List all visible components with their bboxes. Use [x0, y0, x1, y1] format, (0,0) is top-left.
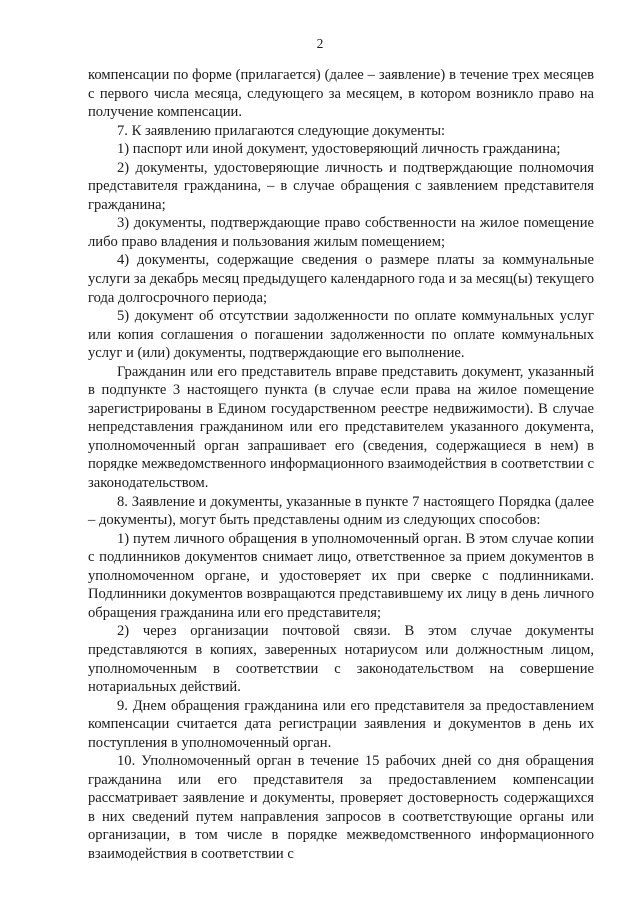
paragraph-citizen-right: Гражданин или его представитель вправе представить документ, указанный в подпункте 3 настоящего пункта (в случае если права на жилое помещение зарегистрированы в Едином государственном реестре недвижимости). В случае непредставления гражданином или его представителем указанного документа, уполномоченный орган запрашивает его (сведения, содержащиеся в нем) в порядке межведомственного информационного взаимодействия в соответствии с законодательством.	[88, 363, 594, 492]
paragraph-item-8-way-2: 2) через организации почтовой связи. В этом случае документы представляются в копиях, заверенных нотариусом или должностным лицом, уполномоченным в соответствии с законодательством на совершение нотариальных действий.	[88, 623, 594, 696]
paragraph-item-7: 7. К заявлению прилагаются следующие документы:	[117, 122, 446, 139]
paragraph-item-9: 9. Днем обращения гражданина или его представителя за предоставлением компенсации считается дата регистрации заявления и документов в день их поступления в уполномоченный орган.	[88, 697, 594, 751]
paragraph-item-8-way-1: 1) путем личного обращения в уполномоченный орган. В этом случае копии с подлинников документов снимает лицо, ответственное за прием документов в уполномоченном органе, и удостоверяет их при сверке с подлинниками. Подлинники документов возвращаются представившему их лицу в день личного обращения гражданина или его представителя;	[88, 530, 594, 621]
paragraph-subitem-4: 4) документы, содержащие сведения о размере платы за коммунальные услуги за декабрь месяц предыдущего календарного года и за месяц(ы) текущего года долгосрочного периода;	[88, 252, 594, 306]
document-body	[88, 66, 594, 864]
paragraph-subitem-2: 2) документы, удостоверяющие личность и подтверждающие полномочия представителя гражданина, – в случае обращения с заявлением представителя гражданина;	[88, 159, 594, 213]
paragraph-item-8: 8. Заявление и документы, указанные в пункте 7 настоящего Порядка (далее – документы), могут быть представлены одним из следующих способов:	[88, 493, 594, 529]
paragraph-continuation: компенсации по форме (прилагается) (далее – заявление) в течение трех месяцев с первого числа месяца, следующего за месяцем, в котором возникло право на получение компенсации.	[88, 67, 594, 121]
page-number: 2	[316, 36, 324, 51]
paragraph-subitem-3: 3) документы, подтверждающие право собственности на жилое помещение либо право владения и пользования жилым помещением;	[88, 215, 594, 250]
paragraph-subitem-5: 5) документ об отсутствии задолженности по оплате коммунальных услуг или копия соглашения о погашении задолженности по оплате коммунальных услуг и (или) документы, подтверждающие его выполнение.	[88, 308, 594, 362]
paragraph-subitem-1: 1) паспорт или иной документ, удостоверяющий личность гражданина;	[117, 141, 561, 158]
paragraph-item-10: 10. Уполномоченный орган в течение 15 рабочих дней со дня обращения гражданина или его представителя за предоставлением компенсации рассматривает заявление и документы, проверяет достоверность содержащихся в них сведений путем направления запросов в соответствующие органы или организации, в том числе в порядке межведомственного информационного взаимодействия в соответствии с	[88, 753, 594, 862]
